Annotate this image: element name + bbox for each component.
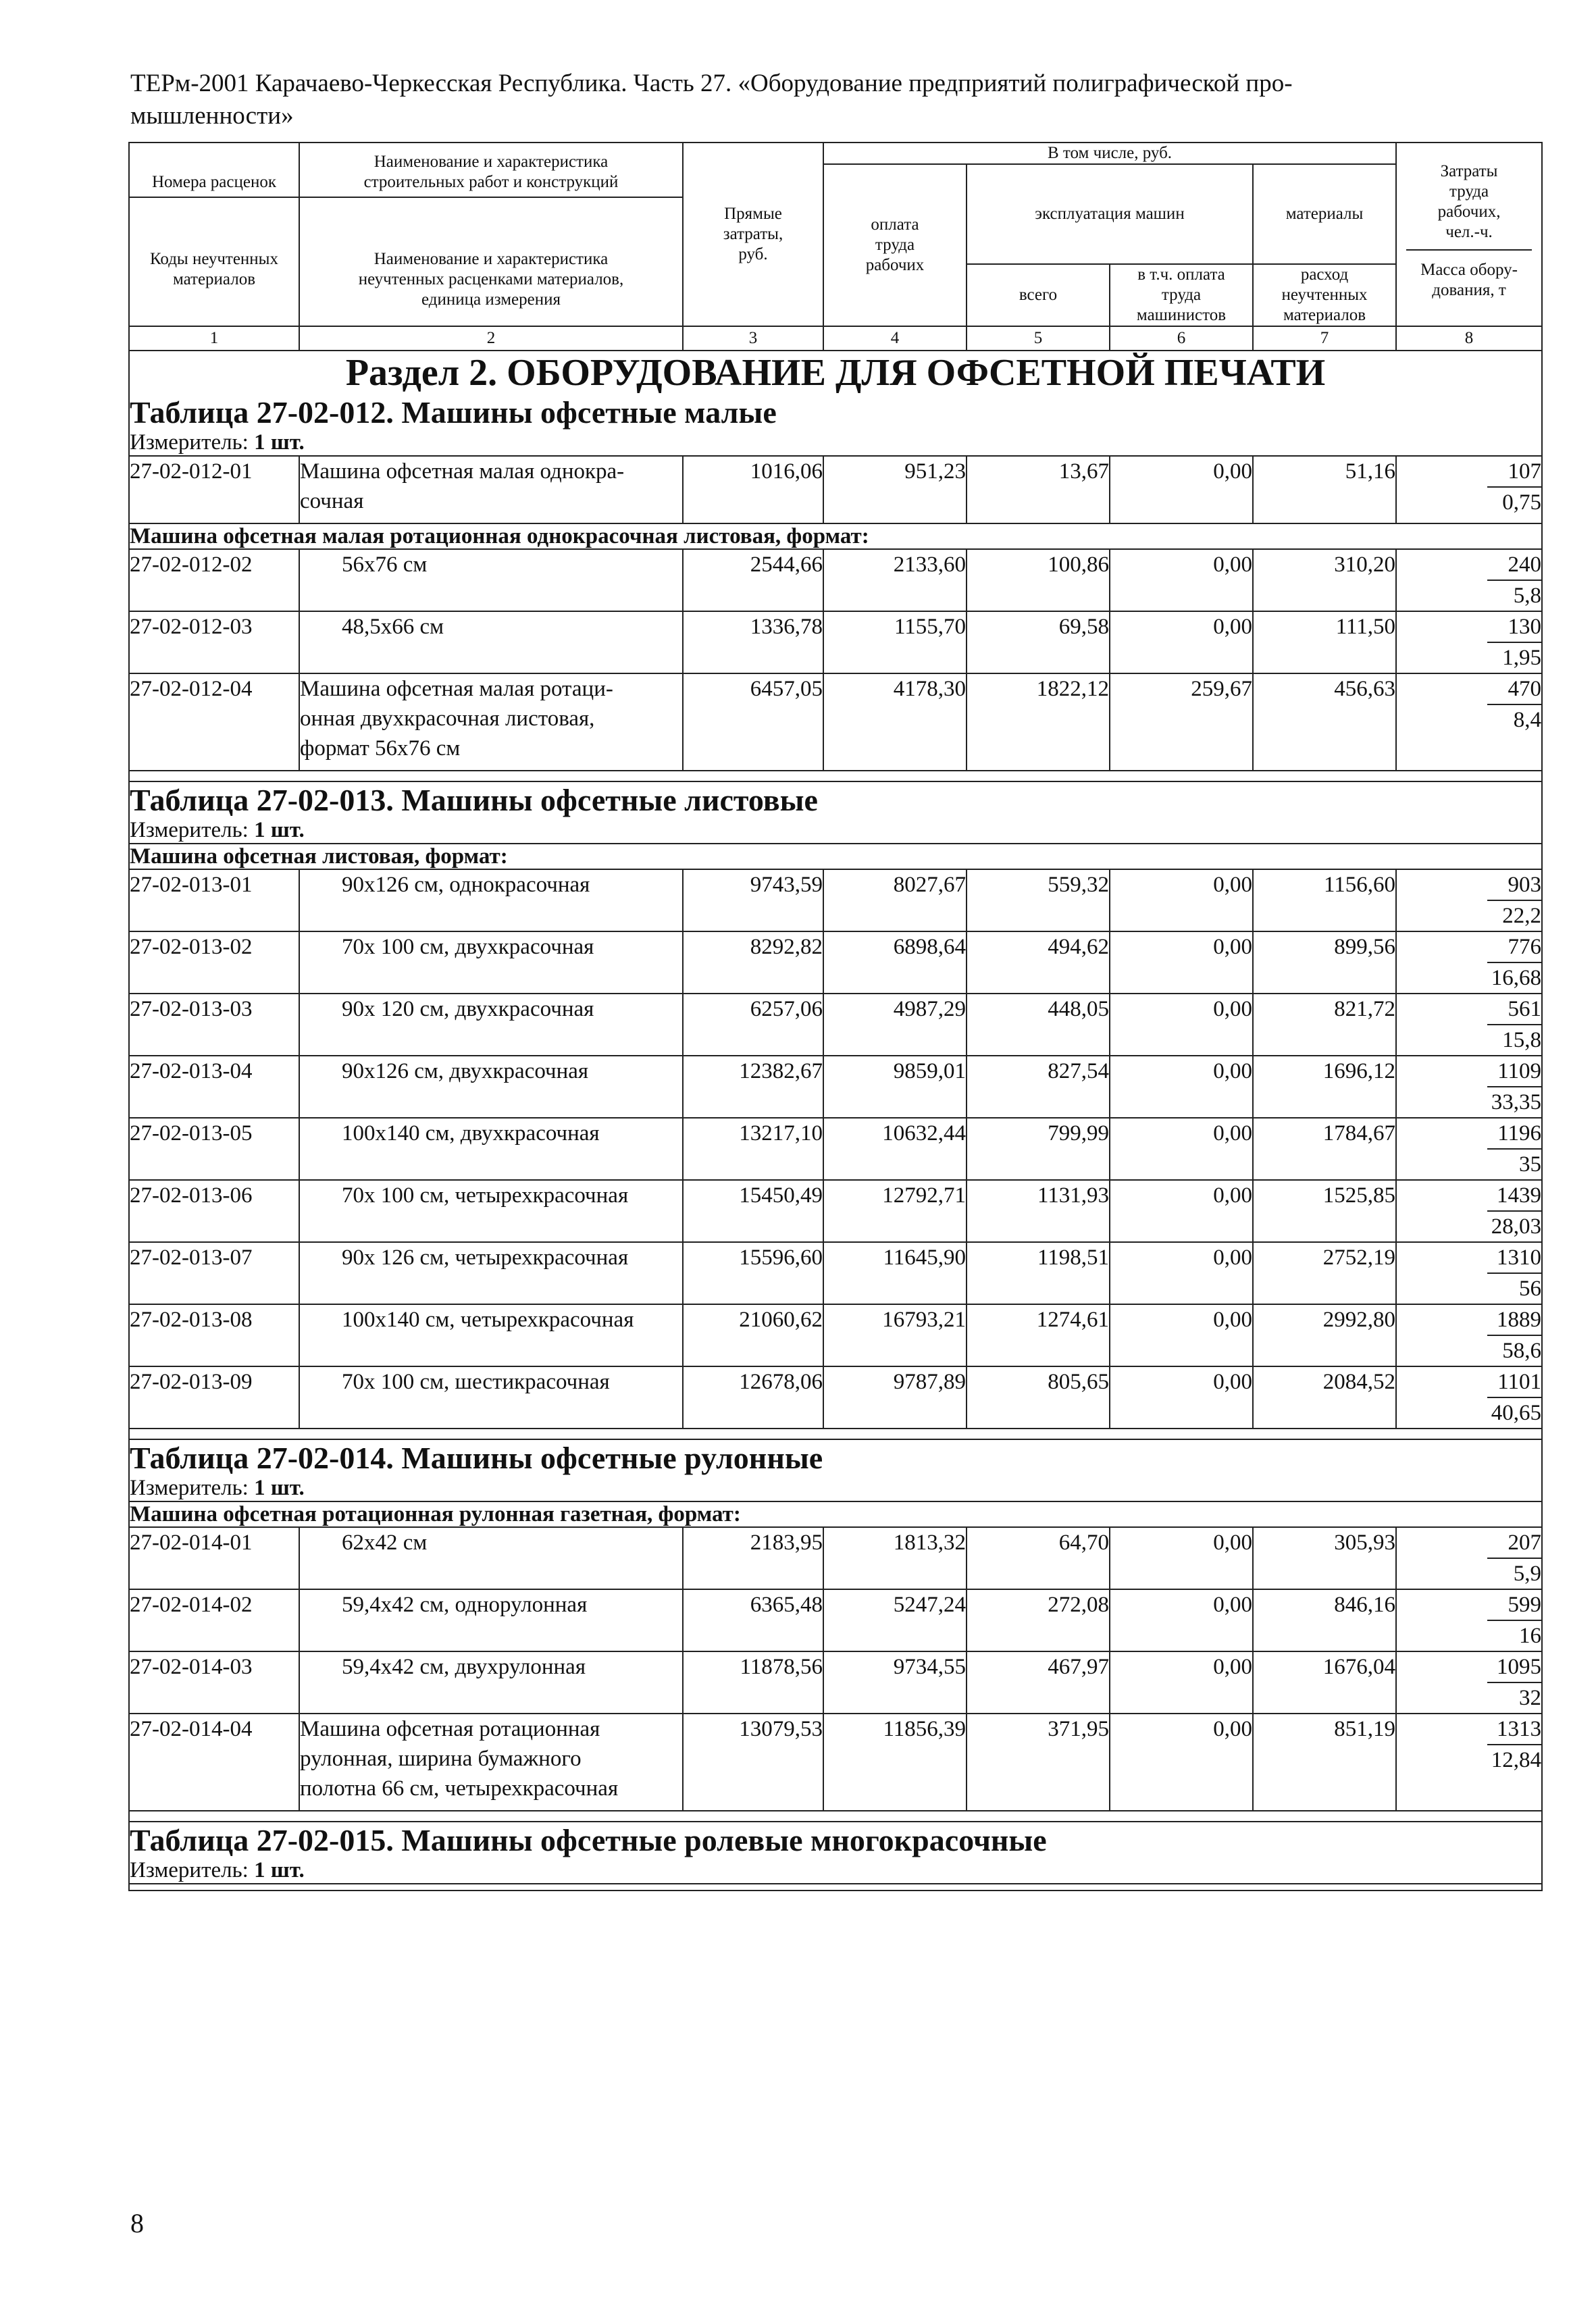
- value-mat: 310,20: [1253, 549, 1396, 611]
- group-header: Машина офсетная листовая, формат:: [129, 844, 1542, 869]
- document-header: [130, 68, 1481, 132]
- value-mat: 456,63: [1253, 673, 1396, 771]
- value-labor: 2133,60: [823, 549, 967, 611]
- table-row: [129, 1304, 1542, 1366]
- value-mat: 2084,52: [1253, 1366, 1396, 1429]
- rate-name-line: 70x 100 см, шестикрасочная: [342, 1370, 610, 1394]
- hours-wrap: [1397, 1367, 1541, 1398]
- rate-name: [299, 1242, 683, 1304]
- group-header: Машина офсетная ротационная рулонная газетная, формат:: [129, 1501, 1542, 1527]
- rate-code: 27-02-013-06: [129, 1180, 299, 1242]
- header-col8: [1396, 143, 1542, 326]
- rate-code: 27-02-014-01: [129, 1527, 299, 1589]
- value-labor: 1155,70: [823, 611, 967, 673]
- header-col2-top: Наименование и характеристика строительных работ и конструкций: [300, 148, 682, 198]
- hours-wrap: [1397, 1528, 1541, 1559]
- value-mat: 821,72: [1253, 994, 1396, 1056]
- equipment-mass: 1,95: [1502, 646, 1542, 670]
- spacer-cell: [129, 1811, 1542, 1822]
- rate-name-line: Машина офсетная ротационная: [300, 1717, 600, 1741]
- hours-wrap: [1397, 932, 1541, 963]
- rate-code: 27-02-013-02: [129, 931, 299, 994]
- rate-name-line: 62x42 см: [342, 1531, 428, 1555]
- hours-wrap: [1397, 870, 1541, 901]
- equipment-mass: 40,65: [1491, 1401, 1542, 1425]
- rate-name-line: полотна 66 см, четырехкрасочная: [300, 1776, 619, 1801]
- value-labor: 4178,30: [823, 673, 967, 771]
- rate-name: [299, 1589, 683, 1651]
- rate-code: 27-02-013-05: [129, 1118, 299, 1180]
- section-title-row: [129, 351, 1542, 394]
- hours-mass: [1396, 1589, 1542, 1651]
- hours-wrap: [1397, 1243, 1541, 1274]
- table-row: [129, 1651, 1542, 1714]
- equipment-mass: 5,9: [1513, 1562, 1542, 1586]
- rate-code: 27-02-012-01: [129, 456, 299, 523]
- labor-hours: 130: [1487, 612, 1541, 643]
- labor-hours: 776: [1487, 932, 1541, 963]
- table-title-row: [129, 394, 1542, 430]
- equipment-mass: 32: [1519, 1686, 1542, 1710]
- rate-code: 27-02-014-02: [129, 1589, 299, 1651]
- rate-name: [299, 456, 683, 523]
- value-direct: 21060,62: [683, 1304, 823, 1366]
- table-title: Таблица 27-02-012. Машины офсетные малые: [129, 394, 1542, 430]
- value-mach: 1822,12: [967, 673, 1110, 771]
- measure-row: [129, 430, 1542, 456]
- table-title: Таблица 27-02-015. Машины офсетные ролевые многокрасочные: [129, 1822, 1542, 1858]
- value-direct: 1336,78: [683, 611, 823, 673]
- table-row: [129, 931, 1542, 994]
- spacer-cell: [129, 771, 1542, 781]
- rate-name: [299, 611, 683, 673]
- value-direct: 8292,82: [683, 931, 823, 994]
- value-direct: 12678,06: [683, 1366, 823, 1429]
- value-mat: 1676,04: [1253, 1651, 1396, 1714]
- rate-name: [299, 931, 683, 994]
- group-header: Машина офсетная малая ротационная однокрасочная листовая, формат:: [129, 523, 1542, 549]
- measure-value: 1 шт.: [254, 1476, 305, 1500]
- value-mach-labor: 0,00: [1110, 1180, 1253, 1242]
- value-mat: 899,56: [1253, 931, 1396, 994]
- rate-name: [299, 994, 683, 1056]
- column-number: 7: [1253, 326, 1396, 351]
- header-col1-top: Номера расценок: [130, 168, 299, 198]
- value-mach: 467,97: [967, 1651, 1110, 1714]
- value-mach-labor: 0,00: [1110, 456, 1253, 523]
- rate-code: 27-02-013-04: [129, 1056, 299, 1118]
- rate-name-line: 48,5x66 см: [342, 615, 444, 639]
- value-direct: 6457,05: [683, 673, 823, 771]
- table-row: [129, 1366, 1542, 1429]
- rate-name-line: онная двухкрасочная листовая,: [300, 706, 595, 731]
- rate-name-line: сочная: [300, 489, 364, 513]
- hours-mass: [1396, 673, 1542, 771]
- value-direct: 15450,49: [683, 1180, 823, 1242]
- header-line-1: ТЕРм-2001 Карачаево-Черкесская Республика. Часть 27. «Оборудование предприятий полиграфической про-: [130, 70, 1293, 97]
- value-labor: 8027,67: [823, 869, 967, 931]
- rate-code: 27-02-012-03: [129, 611, 299, 673]
- table-row: [129, 1589, 1542, 1651]
- column-number: 4: [823, 326, 967, 351]
- value-mat: 846,16: [1253, 1589, 1396, 1651]
- labor-hours: 1109: [1487, 1056, 1541, 1087]
- labor-hours: 1439: [1487, 1181, 1541, 1212]
- group-header-row: [129, 523, 1542, 549]
- column-number: 2: [299, 326, 683, 351]
- rate-name-line: 100x140 см, двухкрасочная: [342, 1121, 600, 1146]
- value-mat: 1156,60: [1253, 869, 1396, 931]
- value-mach: 799,99: [967, 1118, 1110, 1180]
- column-number: 8: [1396, 326, 1542, 351]
- labor-hours: 240: [1487, 550, 1541, 581]
- rate-code: 27-02-013-08: [129, 1304, 299, 1366]
- rate-name: [299, 1651, 683, 1714]
- equipment-mass: 5,8: [1513, 584, 1542, 608]
- rate-code: 27-02-013-09: [129, 1366, 299, 1429]
- rate-name: [299, 1527, 683, 1589]
- value-labor: 5247,24: [823, 1589, 967, 1651]
- value-mach: 559,32: [967, 869, 1110, 931]
- header-col8-bottom: Масса обору-дования, т: [1420, 261, 1518, 299]
- measure: [129, 1858, 1542, 1884]
- hours-wrap: [1397, 1056, 1541, 1087]
- measure: [129, 1476, 1542, 1501]
- measure-row: [129, 818, 1542, 844]
- table-row: [129, 869, 1542, 931]
- equipment-mass: 33,35: [1491, 1090, 1542, 1114]
- header-col2-bottom: Наименование и характеристика неучтенных расценками материалов, единица измерения: [358, 250, 624, 309]
- hours-mass: [1396, 1651, 1542, 1714]
- equipment-mass: 28,03: [1491, 1214, 1542, 1239]
- rate-name: [299, 673, 683, 771]
- value-mat: 2752,19: [1253, 1242, 1396, 1304]
- table-row: [129, 994, 1542, 1056]
- hours-mass: [1396, 1180, 1542, 1242]
- value-mach: 100,86: [967, 549, 1110, 611]
- group-header-row: [129, 844, 1542, 869]
- labor-hours: 1095: [1487, 1652, 1541, 1683]
- labor-hours: 599: [1487, 1590, 1541, 1621]
- rates-table: [128, 142, 1543, 1891]
- rate-name: [299, 1056, 683, 1118]
- rate-name-line: 56x76 см: [342, 552, 428, 577]
- rate-name-line: формат 56x76 см: [300, 736, 461, 761]
- header-col6: в т.ч. оплата труда машинистов: [1110, 264, 1253, 326]
- rate-code: 27-02-012-04: [129, 673, 299, 771]
- hours-mass: [1396, 1527, 1542, 1589]
- hours-mass: [1396, 994, 1542, 1056]
- measure-value: 1 шт.: [254, 430, 305, 455]
- hours-mass: [1396, 549, 1542, 611]
- rate-name-line: 70x 100 см, двухкрасочная: [342, 935, 594, 959]
- header-col7: расход неучтенных материалов: [1253, 264, 1396, 326]
- rate-name: [299, 869, 683, 931]
- rate-name: [299, 1366, 683, 1429]
- value-labor: 10632,44: [823, 1118, 967, 1180]
- value-mach-labor: 0,00: [1110, 611, 1253, 673]
- hours-wrap: [1397, 1652, 1541, 1683]
- measure-value: 1 шт.: [254, 1858, 305, 1882]
- value-labor: 11645,90: [823, 1242, 967, 1304]
- table-row: [129, 1118, 1542, 1180]
- rate-code: 27-02-013-01: [129, 869, 299, 931]
- measure: [129, 430, 1542, 456]
- value-direct: 13079,53: [683, 1714, 823, 1811]
- measure-label: Измеритель:: [130, 1476, 249, 1500]
- table-title: Таблица 27-02-013. Машины офсетные листовые: [129, 781, 1542, 818]
- table-row: [129, 1714, 1542, 1811]
- table-row: [129, 456, 1542, 523]
- rate-name-line: 90x 126 см, четырехкрасочная: [342, 1245, 629, 1270]
- rate-name-line: 59,4x42 см, двухрулонная: [342, 1655, 586, 1679]
- spacer-cell: [129, 1429, 1542, 1439]
- measure-row: [129, 1476, 1542, 1501]
- rate-name: [299, 1304, 683, 1366]
- hours-mass: [1396, 1304, 1542, 1366]
- measure-row: [129, 1858, 1542, 1884]
- hours-mass: [1396, 1118, 1542, 1180]
- hours-mass: [1396, 931, 1542, 994]
- value-mach-labor: 0,00: [1110, 931, 1253, 994]
- hours-wrap: [1397, 994, 1541, 1025]
- column-number: 5: [967, 326, 1110, 351]
- value-mach: 1198,51: [967, 1242, 1110, 1304]
- header-col1: [129, 143, 299, 326]
- labor-hours: 470: [1487, 674, 1541, 705]
- column-numbers-row: [129, 326, 1542, 351]
- rate-name: [299, 1180, 683, 1242]
- value-mach: 494,62: [967, 931, 1110, 994]
- value-labor: 9734,55: [823, 1651, 967, 1714]
- value-mach: 371,95: [967, 1714, 1110, 1811]
- value-mat: 1525,85: [1253, 1180, 1396, 1242]
- equipment-mass: 8,4: [1513, 708, 1542, 732]
- rate-code: 27-02-014-04: [129, 1714, 299, 1811]
- value-mach-labor: 0,00: [1110, 1056, 1253, 1118]
- value-mach-labor: 0,00: [1110, 1242, 1253, 1304]
- header-col1-bottom: Коды неучтенных материалов: [150, 250, 278, 288]
- group-header-row: [129, 1501, 1542, 1527]
- value-mach-labor: 0,00: [1110, 1304, 1253, 1366]
- equipment-mass: 16: [1519, 1624, 1542, 1648]
- table-row: [129, 1242, 1542, 1304]
- value-labor: 11856,39: [823, 1714, 967, 1811]
- value-mach: 13,67: [967, 456, 1110, 523]
- table-row: [129, 673, 1542, 771]
- value-mach: 448,05: [967, 994, 1110, 1056]
- table-row: [129, 1180, 1542, 1242]
- hours-wrap: [1397, 612, 1541, 643]
- header-incl: В том числе, руб.: [823, 143, 1396, 164]
- value-labor: 951,23: [823, 456, 967, 523]
- table-spacer: [129, 1429, 1542, 1439]
- hours-wrap: [1397, 674, 1541, 705]
- table-title-row: [129, 1439, 1542, 1476]
- value-mat: 1784,67: [1253, 1118, 1396, 1180]
- hours-wrap: [1397, 550, 1541, 581]
- value-mach-labor: 0,00: [1110, 869, 1253, 931]
- labor-hours: 1889: [1487, 1305, 1541, 1336]
- page-number: 8: [130, 2208, 144, 2238]
- value-direct: 9743,59: [683, 869, 823, 931]
- hours-wrap: [1397, 1119, 1541, 1150]
- value-mach: 1274,61: [967, 1304, 1110, 1366]
- value-mach-labor: 0,00: [1110, 1589, 1253, 1651]
- value-mach: 69,58: [967, 611, 1110, 673]
- rate-name-line: Машина офсетная малая ротаци-: [300, 677, 613, 701]
- hours-wrap: [1397, 1181, 1541, 1212]
- value-labor: 1813,32: [823, 1527, 967, 1589]
- header-col8-top: Затраты труда рабочих, чел.-ч.: [1406, 159, 1532, 251]
- labor-hours: 1101: [1487, 1367, 1541, 1398]
- measure: [129, 818, 1542, 844]
- value-labor: 4987,29: [823, 994, 967, 1056]
- value-mach-labor: 0,00: [1110, 1366, 1253, 1429]
- rate-code: 27-02-013-03: [129, 994, 299, 1056]
- value-labor: 9787,89: [823, 1366, 967, 1429]
- labor-hours: 107: [1487, 457, 1541, 488]
- labor-hours: 207: [1487, 1528, 1541, 1559]
- header-col4: оплата труда рабочих: [823, 164, 967, 326]
- header-machines: эксплуатация машин: [967, 164, 1253, 264]
- table-row: [129, 549, 1542, 611]
- value-mat: 2992,80: [1253, 1304, 1396, 1366]
- hours-wrap: [1397, 457, 1541, 488]
- hours-mass: [1396, 1242, 1542, 1304]
- value-direct: 13217,10: [683, 1118, 823, 1180]
- hours-mass: [1396, 1366, 1542, 1429]
- hours-wrap: [1397, 1305, 1541, 1336]
- rate-name-line: 90x126 см, двухкрасочная: [342, 1059, 589, 1083]
- value-direct: 6365,48: [683, 1589, 823, 1651]
- value-mat: 851,19: [1253, 1714, 1396, 1811]
- rate-name: [299, 549, 683, 611]
- value-direct: 11878,56: [683, 1651, 823, 1714]
- header-col5: всего: [967, 264, 1110, 326]
- column-number: 6: [1110, 326, 1253, 351]
- hours-mass: [1396, 611, 1542, 673]
- equipment-mass: 56: [1519, 1277, 1542, 1301]
- table-row: [129, 1527, 1542, 1589]
- value-mat: 305,93: [1253, 1527, 1396, 1589]
- table-spacer: [129, 771, 1542, 781]
- value-mach-labor: 259,67: [1110, 673, 1253, 771]
- header-line-2: мышленности»: [130, 102, 294, 130]
- value-mat: 111,50: [1253, 611, 1396, 673]
- value-mach-labor: 0,00: [1110, 1527, 1253, 1589]
- value-mach: 1131,93: [967, 1180, 1110, 1242]
- table-title-row: [129, 781, 1542, 818]
- spacer-cell: [129, 1884, 1542, 1891]
- rate-name-line: 90x126 см, однокрасочная: [342, 873, 590, 897]
- value-direct: 2544,66: [683, 549, 823, 611]
- value-mach-labor: 0,00: [1110, 1651, 1253, 1714]
- value-mach: 64,70: [967, 1527, 1110, 1589]
- value-direct: 15596,60: [683, 1242, 823, 1304]
- hours-wrap: [1397, 1714, 1541, 1745]
- equipment-mass: 16,68: [1491, 966, 1542, 990]
- rate-code: 27-02-014-03: [129, 1651, 299, 1714]
- value-labor: 16793,21: [823, 1304, 967, 1366]
- hours-mass: [1396, 869, 1542, 931]
- labor-hours: 903: [1487, 870, 1541, 901]
- value-mach-labor: 0,00: [1110, 994, 1253, 1056]
- rate-name-line: рулонная, ширина бумажного: [300, 1747, 582, 1771]
- equipment-mass: 58,6: [1502, 1339, 1542, 1363]
- table-spacer: [129, 1811, 1542, 1822]
- header-row-1: [129, 143, 1542, 164]
- value-direct: 1016,06: [683, 456, 823, 523]
- header-materials: материалы: [1253, 164, 1396, 264]
- table-title: Таблица 27-02-014. Машины офсетные рулонные: [129, 1439, 1542, 1476]
- value-mat: 51,16: [1253, 456, 1396, 523]
- value-labor: 12792,71: [823, 1180, 967, 1242]
- hours-mass: [1396, 456, 1542, 523]
- value-labor: 9859,01: [823, 1056, 967, 1118]
- rate-code: 27-02-013-07: [129, 1242, 299, 1304]
- table-row: [129, 611, 1542, 673]
- value-mach: 272,08: [967, 1589, 1110, 1651]
- equipment-mass: 15,8: [1502, 1028, 1542, 1052]
- labor-hours: 1196: [1487, 1119, 1541, 1150]
- rate-name-line: 90x 120 см, двухкрасочная: [342, 997, 594, 1021]
- header-col3: Прямые затраты, руб.: [683, 143, 823, 326]
- value-direct: 2183,95: [683, 1527, 823, 1589]
- measure-value: 1 шт.: [254, 818, 305, 842]
- value-mach: 827,54: [967, 1056, 1110, 1118]
- rate-name: [299, 1118, 683, 1180]
- measure-label: Измеритель:: [130, 1858, 249, 1882]
- hours-mass: [1396, 1056, 1542, 1118]
- value-mach: 805,65: [967, 1366, 1110, 1429]
- measure-label: Измеритель:: [130, 430, 249, 455]
- column-number: 3: [683, 326, 823, 351]
- table-title-row: [129, 1822, 1542, 1858]
- value-mat: 1696,12: [1253, 1056, 1396, 1118]
- column-number: 1: [129, 326, 299, 351]
- value-mach-labor: 0,00: [1110, 1118, 1253, 1180]
- equipment-mass: 35: [1519, 1152, 1542, 1177]
- value-labor: 6898,64: [823, 931, 967, 994]
- rate-name-line: 70x 100 см, четырехкрасочная: [342, 1183, 629, 1208]
- section-title: Раздел 2. ОБОРУДОВАНИЕ ДЛЯ ОФСЕТНОЙ ПЕЧАТИ: [129, 351, 1542, 394]
- labor-hours: 1310: [1487, 1243, 1541, 1274]
- equipment-mass: 0,75: [1502, 490, 1542, 515]
- hours-mass: [1396, 1714, 1542, 1811]
- value-direct: 6257,06: [683, 994, 823, 1056]
- value-mach-labor: 0,00: [1110, 1714, 1253, 1811]
- hours-wrap: [1397, 1590, 1541, 1621]
- value-mach-labor: 0,00: [1110, 549, 1253, 611]
- rate-name-line: 59,4x42 см, однорулонная: [342, 1593, 588, 1617]
- table-spacer: [129, 1884, 1542, 1891]
- equipment-mass: 12,84: [1491, 1748, 1542, 1772]
- rate-name-line: 100x140 см, четырехкрасочная: [342, 1308, 634, 1332]
- rate-name-line: Машина офсетная малая однокра-: [300, 459, 625, 484]
- labor-hours: 561: [1487, 994, 1541, 1025]
- equipment-mass: 22,2: [1502, 904, 1542, 928]
- rate-name: [299, 1714, 683, 1811]
- header-col2: [299, 143, 683, 326]
- rate-code: 27-02-012-02: [129, 549, 299, 611]
- value-direct: 12382,67: [683, 1056, 823, 1118]
- measure-label: Измеритель:: [130, 818, 249, 842]
- table-row: [129, 1056, 1542, 1118]
- labor-hours: 1313: [1487, 1714, 1541, 1745]
